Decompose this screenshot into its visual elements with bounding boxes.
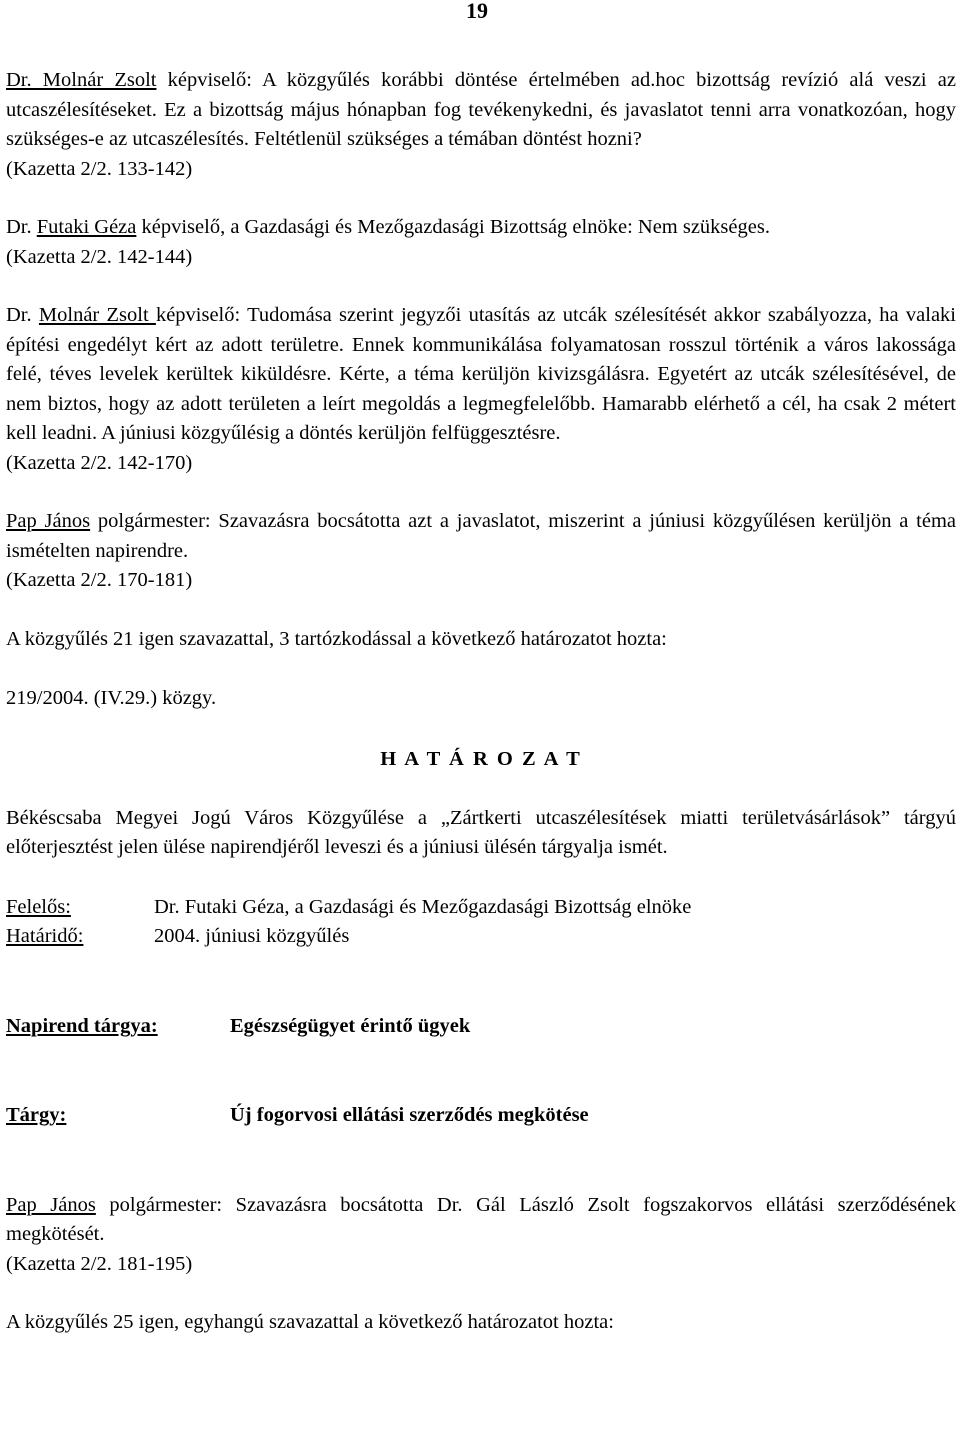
- speaker-name: Pap János: [6, 510, 91, 532]
- speech-molnar-2: [6, 301, 956, 449]
- agenda-row: [6, 1012, 956, 1042]
- deadline-label: Határidő:: [6, 925, 84, 947]
- speaker-name: Pap János: [6, 1193, 96, 1216]
- page-number: 19: [466, 0, 488, 23]
- speech-molnar-1: [6, 66, 956, 155]
- deadline-row: [6, 922, 956, 952]
- cassette-ref: (Kazetta 2/2. 181-195): [6, 1252, 193, 1275]
- subject-value: Új fogorvosi ellátási szerződés megkötése: [230, 1104, 589, 1126]
- speaker-prefix: Dr.: [6, 216, 37, 238]
- speech-text: képviselő, a Gazdasági és Mezőgazdasági Bizottság elnöke: Nem szükséges.: [136, 216, 770, 238]
- subject-row: [6, 1101, 956, 1131]
- document-body: [6, 66, 956, 1338]
- cassette-ref: (Kazetta 2/2. 142-144): [6, 245, 193, 268]
- speaker-prefix: Dr.: [6, 304, 39, 326]
- resolution-text: Békéscsaba Megyei Jogú Város Közgyűlése a „Zártkerti utcaszélesítések miatti területvásárlások” tárgyú előterjesztést jelen ülése napirendjéről leveszi és a júniusi ülésén tárgyalja ismét.: [6, 806, 956, 858]
- resolution-heading: H A T Á R O Z A T: [380, 747, 582, 770]
- speech-text: polgármester: Szavazásra bocsátotta azt a javaslatot, miszerint a júniusi közgyűlésen kerüljön a téma ismételten napirendre.: [6, 510, 956, 562]
- subject-label: Tárgy:: [6, 1104, 67, 1126]
- speaker-name: Futaki Géza: [36, 216, 137, 238]
- agenda-value: Egészségügyet érintő ügyek: [230, 1014, 471, 1037]
- responsible-label: Felelős:: [6, 895, 71, 918]
- cassette-ref: (Kazetta 2/2. 170-181): [6, 569, 193, 591]
- agenda-label: Napirend tárgya:: [6, 1014, 158, 1037]
- cassette-ref: (Kazetta 2/2. 133-142): [6, 157, 193, 180]
- responsible-row: [6, 893, 956, 923]
- vote-statement: A közgyűlés 21 igen szavazattal, 3 tartózkodással a következő határozatot hozta:: [6, 627, 667, 650]
- cassette-ref: (Kazetta 2/2. 142-170): [6, 451, 193, 474]
- responsible-value: Dr. Futaki Géza, a Gazdasági és Mezőgazdasági Bizottság elnöke: [154, 895, 692, 918]
- speaker-name: Molnár Zsolt: [38, 304, 156, 326]
- speaker-name: Dr. Molnár Zsolt: [6, 69, 157, 91]
- speech-pap-2: [6, 1191, 956, 1250]
- speech-text: képviselő: A közgyűlés korábbi döntése értelmében ad.hoc bizottság revízió alá veszi az utcaszélesítéseket. Ez a bizottság május hónapban fog tevékenykedni, és javaslatot tenni arra vonatkozóan, hogy szükséges-e az utcaszélesítés. Feltétlenül szükséges a témában döntést hozni?: [6, 69, 956, 150]
- speech-pap-1: [6, 507, 956, 566]
- speech-text: képviselő: Tudomása szerint jegyzői utasítás az utcák szélesítését akkor szabályozza, ha valaki építési engedélyt kért az adott területre. Ennek kommunikálása folyamatosan rosszul történik a város lakossága felé, téves levelek kerültek kiküldésre. Kérte, a téma kerüljön kivizsgálásra. Egyetért az utcák szélesítésével, de nem biztos, hogy az adott területen a leírt megoldás a legmegfelelőbb. Hamarabb elérhető a cél, ha csak 2 métert kell leadni. A júniusi közgyűlésig a döntés kerüljön felfüggesztésre.: [6, 304, 957, 444]
- resolution-number: 219/2004. (IV.29.) közgy.: [6, 687, 217, 709]
- speech-futaki: [6, 213, 956, 243]
- vote-statement: A közgyűlés 25 igen, egyhangú szavazattal a következő határozatot hozta:: [6, 1311, 614, 1333]
- deadline-value: 2004. júniusi közgyűlés: [154, 925, 350, 947]
- speech-text: polgármester: Szavazásra bocsátotta Dr. Gál László Zsolt fogszakorvos ellátási szerződésének megkötését.: [6, 1193, 956, 1245]
